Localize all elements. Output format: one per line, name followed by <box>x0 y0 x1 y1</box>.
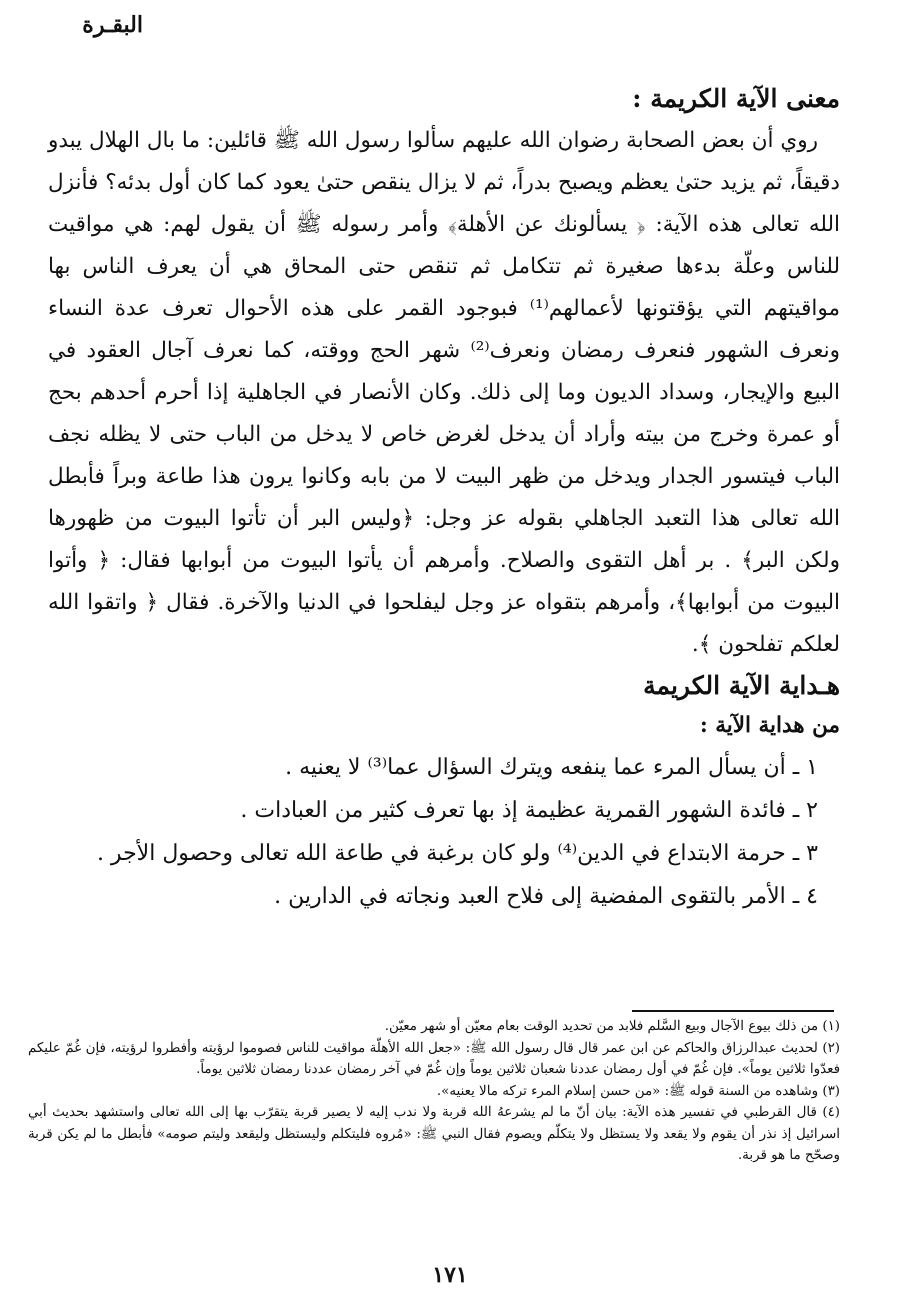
guidance-item: ٤ ـ الأمر بالتقوى المفضية إلى فلاح العبد ونجاته في الدارين . <box>274 884 818 909</box>
section-heading-guidance: هـداية الآية الكريمة <box>643 671 840 700</box>
footnote-2: (٢) لحديث عبدالرزاق والحاكم عن ابن عمر قال قال رسول الله ﷺ: «جعل الله الأهلّة مواقيت للناس فصوموا لرؤيته وأفطروا لرؤيته، فإن غُمّ عليكم فعدّوا ثلاثين يوماً». فإن غُمّ في أول رمضان عددنا شعبان ثلاثين يوماً وإن غُمّ في آخر رمضان عددنا رمضان ثلاثين يوماً. <box>28 1040 840 1077</box>
section-heading-meaning: معنى الآية الكريمة : <box>632 84 840 113</box>
separator-rule <box>632 1010 834 1012</box>
footnotes <box>28 1016 840 1167</box>
page-number: ١٧١ <box>432 1262 468 1288</box>
guidance-list <box>48 746 840 918</box>
footnote-4: (٤) قال القرطبي في تفسير هذه الآية: بيان أنّ ما لم يشرعهُ الله قربة ولا ندب إليه لا يصير قربة يتقرّب بها إلى الله تعالى واستشهد بحديث أبي اسرائيل إذ نذر أن يقوم ولا يقعد ولا يستظل ولا يتكلّم ويصوم فقال النبي ﷺ: «مُروه فليتكلم وليستظل وليقعد وليتم صومه» فأبطل ما لم يكن قربة وصحّح ما هو قربة. <box>28 1105 840 1163</box>
footnote-3: (٣) وشاهده من السنة قوله ﷺ: «من حسن إسلام المرء تركه مالا يعنيه». <box>436 1083 840 1099</box>
main-text <box>48 78 840 918</box>
meaning-paragraph <box>48 120 840 666</box>
guidance-item: ١ ـ أن يسأل المرء عما ينفعه ويترك السؤال عما⁽³⁾ لا يعنيه . <box>285 755 818 780</box>
guidance-item: ٢ ـ فائدة الشهور القمرية عظيمة إذ بها تعرف كثير من العبادات . <box>240 798 818 823</box>
running-header: البقـرة <box>82 12 143 38</box>
footnote-1: (١) من ذلك بيوع الآجال وبيع السَّلم فلابد من تحديد الوقت بعام معيّن أو شهر معيّن. <box>384 1019 840 1034</box>
meaning-paragraph-text: روي أن بعض الصحابة رضوان الله عليهم سألوا رسول الله ﷺ قائلين: ما بال الهلال يبدو دقيقاً، ثم يزيد حتىٰ يعظم ويصبح بدراً، ثم لا يزال ينقص حتىٰ يعود كما كان أول بدئه؟ فأنزل الله تعالى هذه الآية: ﴿ يسألونك عن الأهلة﴾ وأمر رسوله ﷺ أن يقول لهم: هي مواقيت للناس وعلّة بدءها صغيرة ثم تتكامل ثم تنقص حتى المحاق هي أن يعرف الناس بها مواقيتهم التي يؤقتونها لأعمالهم⁽¹⁾ فبوجود القمر على هذه الأحوال تعرف عدة النساء ونعرف الشهور فنعرف رمضان ونعرف⁽²⁾ شهر الحج ووقته، كما نعرف آجال العقود في البيع والإيجار، وسداد الديون وما إلى ذلك. وكان الأنصار في الجاهلية إذا أحرم أحدهم بحج أو عمرة وخرج من بيته وأراد أن يدخل لغرض خاص لا يدخل من الباب حتى لا يظله نجف الباب فيتسور الجدار ويدخل من ظهر البيت لا من بابه وكانوا يرون هذا طاعة وبراً فأبطل الله تعالى هذا التعبد الجاهلي بقوله عز وجل: ﴿وليس البر أن تأتوا البيوت من ظهورها ولكن البر﴾ . بر أهل التقوى والصلاح. وأمرهم أن يأتوا البيوت من أبوابها فقال: ﴿ وأتوا البيوت من أبوابها﴾، وأمرهم بتقواه عز وجل ليفلحوا في الدنيا والآخرة. فقال ﴿ واتقوا الله لعلكم تفلحون ﴾. <box>48 128 840 657</box>
guidance-subheading: من هداية الآية : <box>699 713 840 738</box>
guidance-item: ٣ ـ حرمة الابتداع في الدين⁽⁴⁾ ولو كان برغبة في طاعة الله تعالى وحصول الأجر . <box>96 841 818 866</box>
